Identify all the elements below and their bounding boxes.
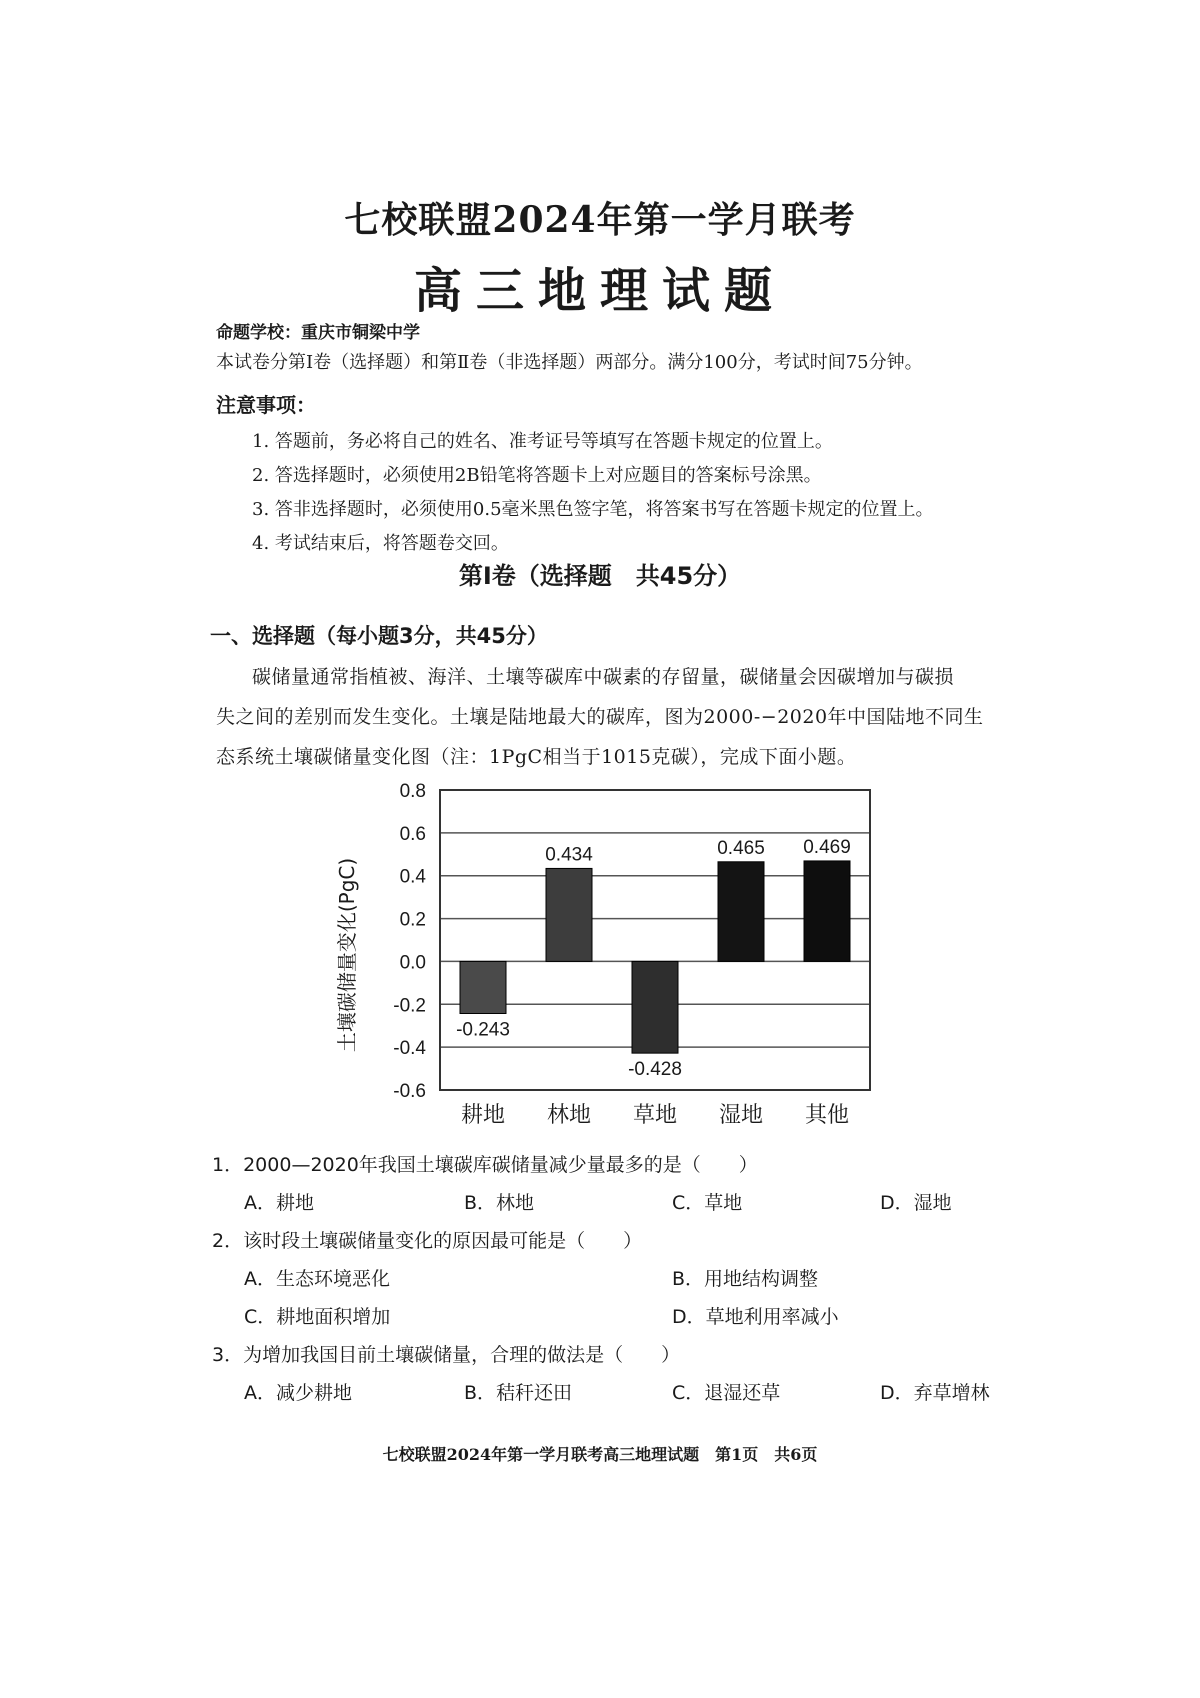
passage-line: 失之间的差别而发生变化。土壤是陆地最大的碳库，图为2000-−2020年中国陆地不同生 — [216, 706, 984, 728]
bar-0 — [460, 961, 506, 1013]
exam-intro: 本试卷分第Ⅰ卷（选择题）和第Ⅱ卷（非选择题）两部分。满分100分，考试时间75分钟。 — [216, 352, 923, 373]
bar-2 — [632, 961, 678, 1053]
x-category-label: 耕地 — [460, 1103, 506, 1128]
bar-1 — [546, 868, 592, 961]
y-tick-label: 0.8 — [399, 781, 426, 802]
exam-subtitle: 高三地理试题 — [413, 263, 786, 319]
passage-line: 态系统土壤碳储量变化图（注：1PgC相当于1015克碳），完成下面小题。 — [216, 746, 857, 768]
bar-value-label: -0.243 — [456, 1019, 510, 1041]
x-category-label: 湿地 — [718, 1103, 764, 1128]
part-heading: 一、选择题（每小题3分，共45分） — [210, 624, 548, 648]
question-1-stem: 1．2000—2020年我国土壤碳库碳储量减少量最多的是（ ） — [212, 1154, 758, 1176]
exam-title: 七校联盟2024年第一学月联考 — [344, 199, 856, 241]
bar-value-label: 0.434 — [545, 844, 593, 866]
question-1-option-b: B．林地 — [464, 1192, 535, 1214]
notice-title: 注意事项： — [216, 393, 316, 417]
passage-line: 碳储量通常指植被、海洋、土壤等碳库中碳素的存留量，碳储量会因碳增加与碳损 — [252, 666, 955, 688]
question-1-option-d: D．湿地 — [880, 1192, 952, 1214]
y-tick-label: 0.6 — [399, 823, 426, 845]
bar-value-label: -0.428 — [628, 1059, 682, 1081]
y-tick-label: -0.4 — [393, 1038, 426, 1060]
notice-item: 2. 答选择题时，必须使用2B铅笔将答题卡上对应题目的答案标号涂黑。 — [252, 465, 822, 486]
y-tick-label: -0.6 — [393, 1081, 426, 1102]
bar-value-label: 0.465 — [717, 837, 765, 859]
notice-item: 3. 答非选择题时，必须使用0.5毫米黑色签字笔，将答案书写在答题卡规定的位置上。 — [252, 499, 934, 520]
question-3-option-a: A．减少耕地 — [244, 1382, 352, 1404]
question-2-option-b: B．用地结构调整 — [672, 1268, 819, 1290]
setter-school: 命题学校：重庆市铜梁中学 — [216, 323, 420, 343]
question-3-option-b: B．秸秆还田 — [464, 1382, 573, 1404]
y-tick-label: -0.2 — [393, 995, 426, 1017]
section-heading: 第Ⅰ卷（选择题 共45分） — [458, 562, 742, 590]
soil-carbon-bar-chart — [330, 770, 890, 1140]
y-tick-label: 0.2 — [399, 909, 426, 931]
question-2-option-c: C．耕地面积增加 — [244, 1306, 391, 1328]
y-tick-label: 0.4 — [399, 866, 426, 888]
question-3-stem: 3．为增加我国目前土壤碳储量，合理的做法是（ ） — [212, 1344, 681, 1366]
notice-item: 1. 答题前，务必将自己的姓名、准考证号等填写在答题卡规定的位置上。 — [252, 431, 833, 452]
question-2-option-d: D．草地利用率减小 — [672, 1306, 839, 1328]
page-footer: 七校联盟2024年第一学月联考高三地理试题 第1页 共6页 — [382, 1445, 818, 1464]
y-axis-label: 土壤碳储量变化(PgC) — [335, 857, 359, 1053]
x-category-label: 林地 — [546, 1103, 592, 1128]
question-2-option-a: A．生态环境恶化 — [244, 1268, 390, 1290]
x-category-label: 草地 — [632, 1103, 678, 1128]
question-2-stem: 2．该时段土壤碳储量变化的原因最可能是（ ） — [212, 1230, 643, 1252]
question-1-option-a: A．耕地 — [244, 1192, 314, 1214]
question-1-option-c: C．草地 — [672, 1192, 743, 1214]
question-3-option-d: D．弃草增林 — [880, 1382, 990, 1404]
y-tick-label: 0.0 — [399, 952, 426, 974]
bar-value-label: 0.469 — [803, 836, 851, 858]
x-category-label: 其他 — [804, 1103, 850, 1128]
bar-4 — [804, 861, 850, 962]
bar-3 — [718, 862, 764, 962]
question-3-option-c: C．退湿还草 — [672, 1382, 781, 1404]
notice-item: 4. 考试结束后，将答题卷交回。 — [252, 533, 509, 554]
